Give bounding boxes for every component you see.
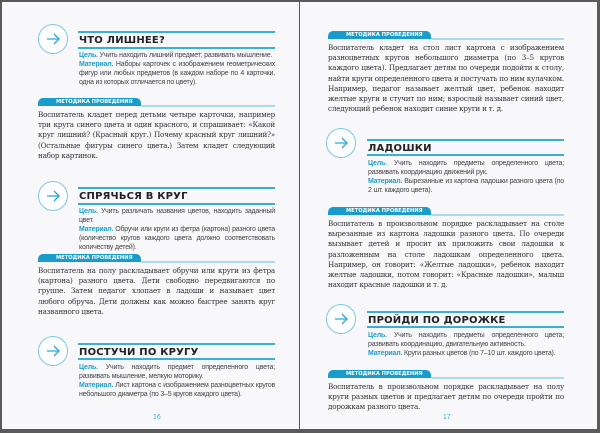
section-title: ЧТО ЛИШНЕЕ? (79, 35, 165, 46)
method-rule (141, 261, 275, 263)
material-label: Материал. (79, 382, 114, 390)
title-rule-top (367, 139, 564, 141)
section-info (79, 51, 275, 87)
section-title: ПОСТУЧИ ПО КРУГУ (79, 347, 199, 358)
material-label: Материал. (368, 178, 403, 186)
material-text: Круги разных цветов (по 7–10 шт. каждого цвета). (403, 350, 556, 358)
method-label: МЕТОДИКА ПРОВЕДЕНИЯ (328, 207, 431, 215)
material-label: Материал. (79, 226, 114, 234)
title-rule-bottom (367, 154, 564, 156)
method-rule (431, 38, 564, 40)
arrow-right-icon (38, 24, 68, 54)
title-rule-top (78, 187, 275, 189)
method-text: Воспитатель на полу раскладывает обручи или круги из фетра (картона) разного цвета. Дети свободно передвигаются по группе. Затем педагог хлопает в ладоши и называет цвет любого обруча. Дети должны как можно быстрее занять круг названного цвета. (38, 266, 275, 316)
right-page (300, 2, 597, 429)
section-info (79, 207, 275, 252)
goal-text: Учить находить предметы определенного цвета; развивать координацию движений рук. (368, 160, 564, 177)
title-rule-bottom (78, 47, 275, 49)
material-label: Материал. (368, 350, 403, 358)
material-text: Обручи или круги из фетра (картона) разного цвета (количество кругов каждого цвета должно соответствовать количеству детей). (79, 226, 275, 252)
goal-text: Учить находить лишний предмет; развивать мышление. (99, 52, 273, 59)
title-rule-bottom (78, 203, 275, 205)
method-text: Воспитатель в произвольном порядке раскладывает на столе вырезанные из картона ладошки разного цвета. По очереди вызывает детей и просит их приложить свои ладошки к разложенным на столе ладошкам определенного цвета. Например, он говорит: «Желтые ладошки», ребенок находит желтые ладошки, потом говорит: «Красные ладошки», малыш находит красные ладошки и т. д. (328, 219, 564, 290)
arrow-right-icon (38, 336, 68, 366)
goal-text: Учить находить предметы определенного цвета; развивать координацию, двигательную активность. (368, 332, 564, 349)
method-text: Воспитатель кладет на стол лист картона с изображением разноцветных кругов небольшого диаметра (по 3–5 кругов каждого цвета). Предлагает детям по очереди подойти к столу, найти круги определенного цвета и постучать по ним кулачком. Например, педагог называет желтый цвет, ребенок находит желтые круги и стучит по ним; взрослый называет синий цвет, следующий ребенок находит синие круги и т. д. (328, 43, 564, 114)
section-title: ПРОЙДИ ПО ДОРОЖКЕ (368, 315, 506, 326)
arrow-right-icon (326, 128, 356, 158)
goal-label: Цель. (368, 332, 387, 339)
goal-label: Цель. (368, 160, 387, 167)
title-rule-top (78, 343, 275, 345)
goal-label: Цель. (79, 52, 98, 59)
material-label: Материал. (79, 61, 114, 69)
section-info (368, 331, 564, 358)
goal-label: Цель. (79, 208, 98, 215)
title-rule-bottom (367, 326, 564, 328)
title-rule-bottom (78, 358, 275, 360)
material-text: Вырезанные из картона ладошки разного цвета (по 2 шт. каждого цвета). (368, 178, 564, 195)
method-text: Воспитатель в произвольном порядке раскладывает на полу круги разных цветов и предлагает детям по очереди пройти по дорожкам разного цвета. (328, 382, 564, 412)
left-page (2, 2, 299, 429)
arrow-right-icon (326, 304, 356, 334)
page-number: 17 (443, 414, 451, 421)
section-title: СПРЯЧЬСЯ В КРУГ (79, 191, 188, 202)
material-text: Наборы карточек с изображением геометрических фигур или любых предметов (в каждом наборе по 4 карточки, одна из которых отличается по цвету). (79, 61, 275, 87)
method-label: МЕТОДИКА ПРОВЕДЕНИЯ (38, 98, 141, 106)
method-rule (431, 377, 564, 379)
goal-text: Учить различать названия цветов, находить заданный цвет. (79, 208, 275, 225)
material-text: Лист картона с изображением разноцветных кругов небольшого диаметра (по 3–5 кругов каждого цвета). (79, 382, 275, 399)
method-label: МЕТОДИКА ПРОВЕДЕНИЯ (328, 31, 431, 39)
title-rule-top (367, 311, 564, 313)
method-text: Воспитатель кладет перед детьми четыре карточки, например три круга синего цвета и один красного, и спрашивает: «Какой круг лишний? (Красный круг.) Почему красный круг лишний?» (Остальные фигуры синего цвета.) Затем кладет следующий набор картинок. (38, 110, 275, 160)
arrow-right-icon (38, 181, 68, 211)
method-rule (141, 105, 275, 107)
method-label: МЕТОДИКА ПРОВЕДЕНИЯ (38, 254, 141, 262)
page-number: 16 (153, 414, 161, 421)
section-info (79, 363, 275, 399)
section-title: ЛАДОШКИ (368, 143, 432, 154)
method-rule (431, 214, 564, 216)
title-rule-top (78, 31, 275, 33)
goal-text: Учить находить предмет определенного цвета; развивать мышление, мелкую моторику. (79, 364, 275, 381)
section-info (368, 159, 564, 195)
goal-label: Цель. (79, 364, 98, 371)
method-label: МЕТОДИКА ПРОВЕДЕНИЯ (328, 370, 431, 378)
